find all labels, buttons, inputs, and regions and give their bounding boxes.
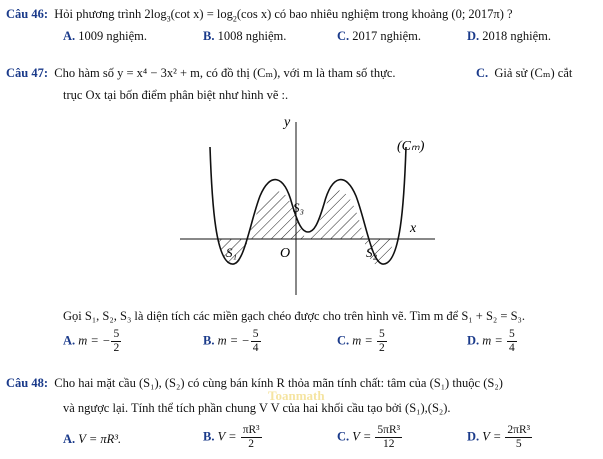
s3-label: S₃ bbox=[293, 200, 305, 215]
q47-b-frac: $\frac{5}{4}$ bbox=[252, 328, 259, 354]
q47-c-frac: $\frac{5}{2}$ bbox=[379, 328, 385, 354]
origin-label: O bbox=[280, 246, 291, 261]
q47-stem-line1 bbox=[6, 66, 396, 81]
s2-label: S₂ bbox=[366, 245, 378, 260]
q47-label: Câu 47: bbox=[6, 66, 49, 80]
q46-sub2: 2 bbox=[232, 14, 237, 24]
q46-text-a: Hỏi phương trình 2log bbox=[54, 7, 167, 21]
q48-stem-line2: và ngược lại. Tính thể tích phần chung V V của hai khối cầu tạo bởi (S₁),(S₂). bbox=[63, 401, 451, 415]
q47-option-d[interactable]: D. m = $\frac{5}{4}$ bbox=[467, 328, 515, 354]
q46-sub1: 3 bbox=[166, 14, 171, 24]
q48-label: Câu 48: bbox=[6, 376, 49, 390]
q46-option-a[interactable]: A. 1009 nghiệm. bbox=[63, 29, 148, 43]
q47-line1: Cho hàm số y = x⁴ − 3x² + m, có đồ thị (Cₘ), với m là tham số thực. bbox=[54, 66, 396, 80]
q48-line1: Cho hai mặt cầu (S₁), (S₂) có cùng bán kính R thỏa mãn tính chất: tâm của (S₁) thuộc (S₂) bbox=[54, 376, 503, 390]
q47-line1b: Giả sử (Cₘ) cắt bbox=[494, 66, 573, 80]
q46-option-c[interactable]: C. 2017 nghiệm. bbox=[337, 29, 422, 43]
q47-option-c[interactable]: C. m = $\frac{5}{2}$ bbox=[337, 328, 385, 354]
q47-stem-line3: Gọi S₁, S₂, S₃ là diện tích các miền gạch chéo được cho trên hình vẽ. Tìm m để S₁ + S₂ = S₃. bbox=[63, 309, 526, 323]
q46-label: Câu 46: bbox=[6, 7, 49, 21]
y-axis-label: y bbox=[284, 115, 291, 130]
q46-stem bbox=[6, 7, 513, 22]
q47-option-b[interactable]: B. m = − $\frac{5}{4}$ bbox=[203, 328, 259, 354]
x-axis-label: x bbox=[410, 221, 417, 236]
q46-option-b[interactable]: B. 1008 nghiệm. bbox=[203, 29, 287, 43]
q47-d-frac: $\frac{5}{4}$ bbox=[509, 328, 515, 354]
q48-c-frac: $\frac{\text{5πR³}}{12}$ bbox=[377, 424, 401, 450]
q48-stem-line1 bbox=[6, 376, 503, 391]
watermark-logo: Toanmath bbox=[268, 388, 325, 403]
q47-graph bbox=[180, 112, 440, 297]
q48-option-b[interactable]: B. V = $\frac{\text{πR³}}{2}$ bbox=[203, 424, 260, 450]
curve-label: (Cₘ) bbox=[397, 139, 425, 154]
q48-option-c[interactable]: C. V = $\frac{\text{5πR³}}{12}$ bbox=[337, 424, 401, 450]
q47-option-a[interactable]: A. m = − $\frac{5}{2}$ bbox=[63, 328, 120, 354]
q48-d-frac: $\frac{\text{2πR³}}{5}$ bbox=[507, 424, 531, 450]
q47-stem-line1b bbox=[476, 66, 572, 81]
q47-line1b-label: C. bbox=[476, 66, 489, 80]
q48-b-frac: $\frac{\text{πR³}}{2}$ bbox=[242, 424, 260, 450]
q47-a-frac: $\frac{5}{2}$ bbox=[113, 328, 120, 354]
q46-text-c: (cos x) có bao nhiêu nghiệm trong khoảng (0; 2017π) ? bbox=[236, 7, 513, 21]
q48-option-d[interactable]: D. V = $\frac{\text{2πR³}}{5}$ bbox=[467, 424, 531, 450]
q46-option-d[interactable]: D. 2018 nghiệm. bbox=[467, 29, 552, 43]
q48-option-a[interactable]: A. V = πR³. bbox=[63, 432, 122, 446]
q47-stem-line2: trục Ox tại bốn điểm phân biệt như hình vẽ :. bbox=[63, 88, 289, 102]
q46-text-b: (cot x) = log bbox=[170, 7, 233, 21]
s1-label: S₁ bbox=[226, 245, 238, 260]
